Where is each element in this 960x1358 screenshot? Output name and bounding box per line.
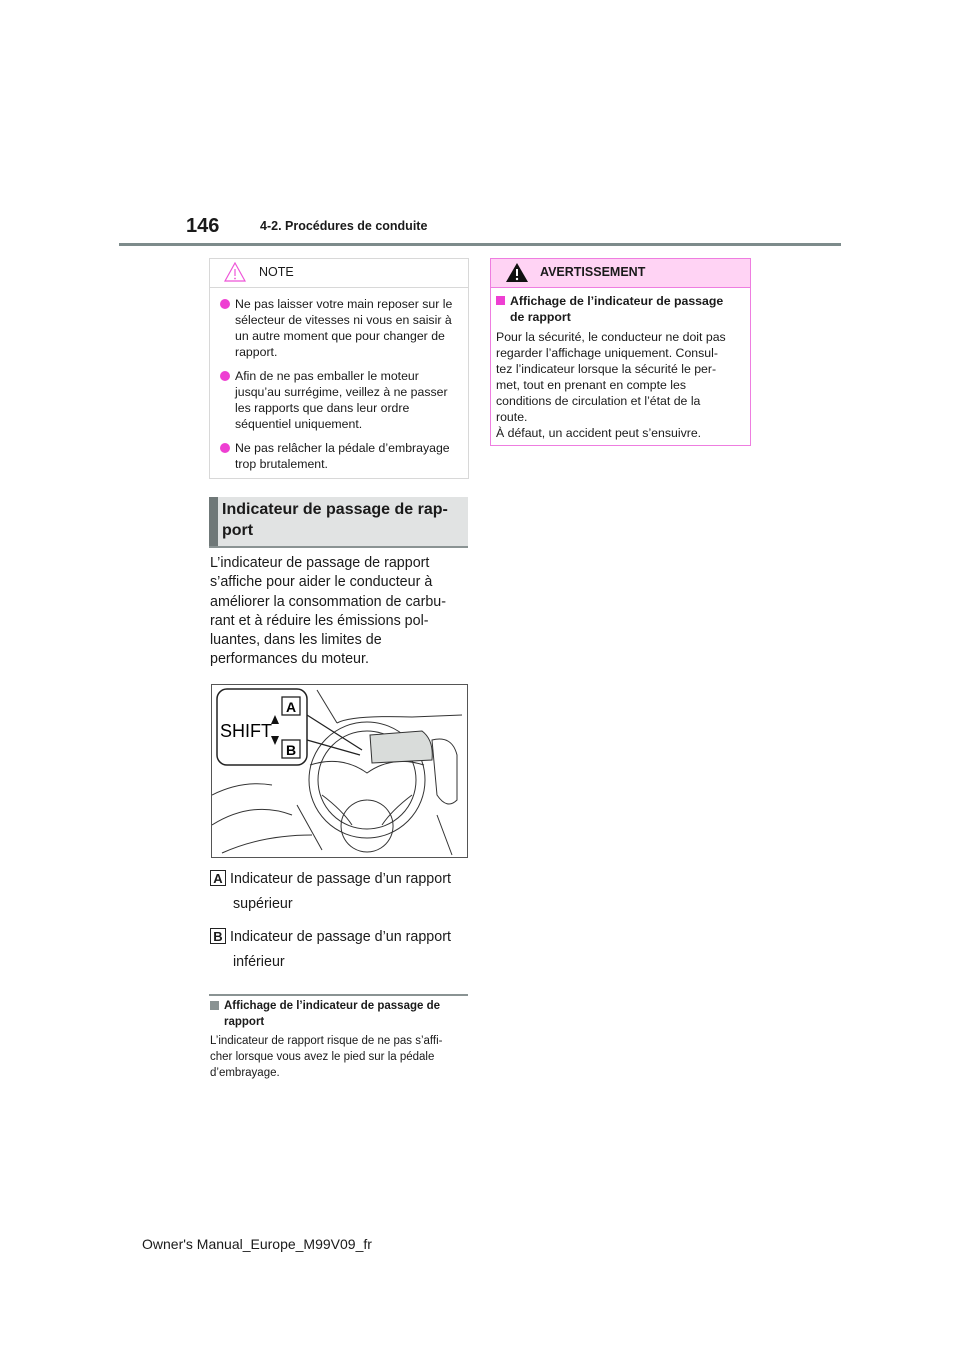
shift-text: SHIFT [220,721,272,741]
page-number: 146 [186,215,220,237]
body-paragraph: L’indicateur de passage de rapport s’affiche pour aider le conducteur à améliorer la consommation de carbu- rant et à réduire les émissions pol- luantes, dans les limites de performances du moteur. [210,555,447,668]
note-title: NOTE [259,265,294,279]
legend-item-a: A Indicateur de passage d’un rapport supérieur [210,870,451,912]
warning-subtitle: Affichage de l’indicateur de passage de rapport [496,293,744,325]
warning-icon [505,262,529,283]
section-title: 4-2. Procédures de conduite [260,219,428,233]
label-b-icon: B [210,928,226,944]
label-a-icon: A [210,870,226,886]
note-item: Ne pas relâcher la pédale d’embrayage trop brutalement. [216,440,462,472]
section-heading: Indicateur de passage de rap- port [209,497,468,548]
legend-item-b: B Indicateur de passage d’un rapport inférieur [210,928,451,970]
warning-title: AVERTISSEMENT [540,265,646,279]
warning-box [490,258,751,446]
caution-icon [224,262,246,282]
note-box [209,258,469,479]
footer-text: Owner's Manual_Europe_M99V09_fr [142,1236,372,1252]
note-item: Ne pas laisser votre main reposer sur le sélecteur de vitesses ni vous en saisir à un autre moment que pour changer de rapport. [216,296,462,360]
svg-text:B: B [286,742,297,758]
steering-wheel-illustration [212,685,467,857]
note-item: Afin de ne pas emballer le moteur jusqu’au surrégime, veillez à ne passer les rapports que dans leur ordre séquentiel uniquement. [216,368,462,432]
warning-text: Pour la sécurité, le conducteur ne doit pas regarder l’affichage uniquement. Consul- tez l’indicateur lorsque la sécurité le per- met, tout en prenant en compte les conditions de circulation et l’état de la route. À défaut, un accident peut s’ensuivre. [496,330,726,440]
subsection-text: L’indicateur de rapport risque de ne pas s’affi- cher lorsque vous avez le pied sur la pédale d’embrayage. [210,1035,443,1079]
svg-text:A: A [286,699,297,715]
shift-indicator-figure [211,684,468,858]
header-rule [119,243,841,246]
subsection-title: Affichage de l’indicateur de passage de rapport [210,998,472,1030]
subsection-rule [209,994,468,996]
subsection [210,998,472,1081]
